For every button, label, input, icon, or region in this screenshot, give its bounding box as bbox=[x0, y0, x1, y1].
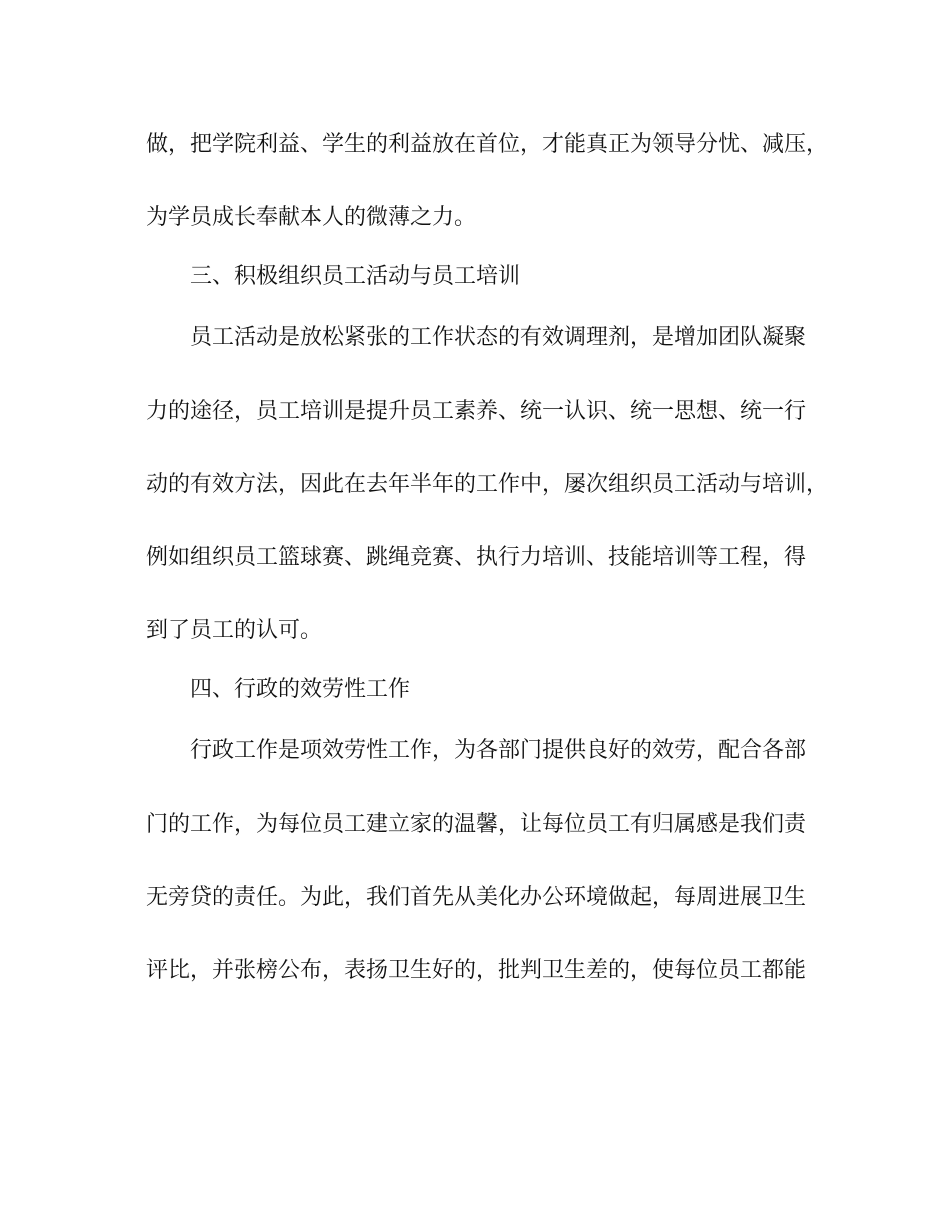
paragraph-line: 例如组织员工篮球赛、跳绳竞赛、执行力培训、技能培训等工程，得 bbox=[146, 545, 807, 570]
paragraph-line: 员工活动是放松紧张的工作状态的有效调理剂，是增加团队凝聚 bbox=[190, 325, 807, 350]
paragraph-line: 做，把学院利益、学生的利益放在首位，才能真正为领导分忧、减压， bbox=[146, 132, 829, 157]
paragraph-line: 门的工作，为每位员工建立家的温馨，让每位员工有归属感是我们责 bbox=[146, 812, 807, 837]
paragraph-line: 到了员工的认可。 bbox=[146, 618, 323, 643]
paragraph-line: 评比，并张榜公布，表扬卫生好的，批判卫生差的，使每位员工都能 bbox=[146, 958, 807, 983]
section-heading: 四、行政的效劳性工作 bbox=[190, 677, 411, 702]
paragraph-line: 动的有效方法，因此在去年半年的工作中，屡次组织员工活动与培训， bbox=[146, 472, 829, 497]
section-heading: 三、积极组织员工活动与员工培训 bbox=[190, 264, 521, 289]
paragraph-line: 行政工作是项效劳性工作，为各部门提供良好的效劳，配合各部 bbox=[190, 738, 807, 763]
paragraph-line: 为学员成长奉献本人的微薄之力。 bbox=[146, 205, 477, 230]
paragraph-line: 力的途径，员工培训是提升员工素养、统一认识、统一思想、统一行 bbox=[146, 399, 807, 424]
paragraph-line: 无旁贷的责任。为此，我们首先从美化办公环境做起，每周进展卫生 bbox=[146, 885, 807, 910]
